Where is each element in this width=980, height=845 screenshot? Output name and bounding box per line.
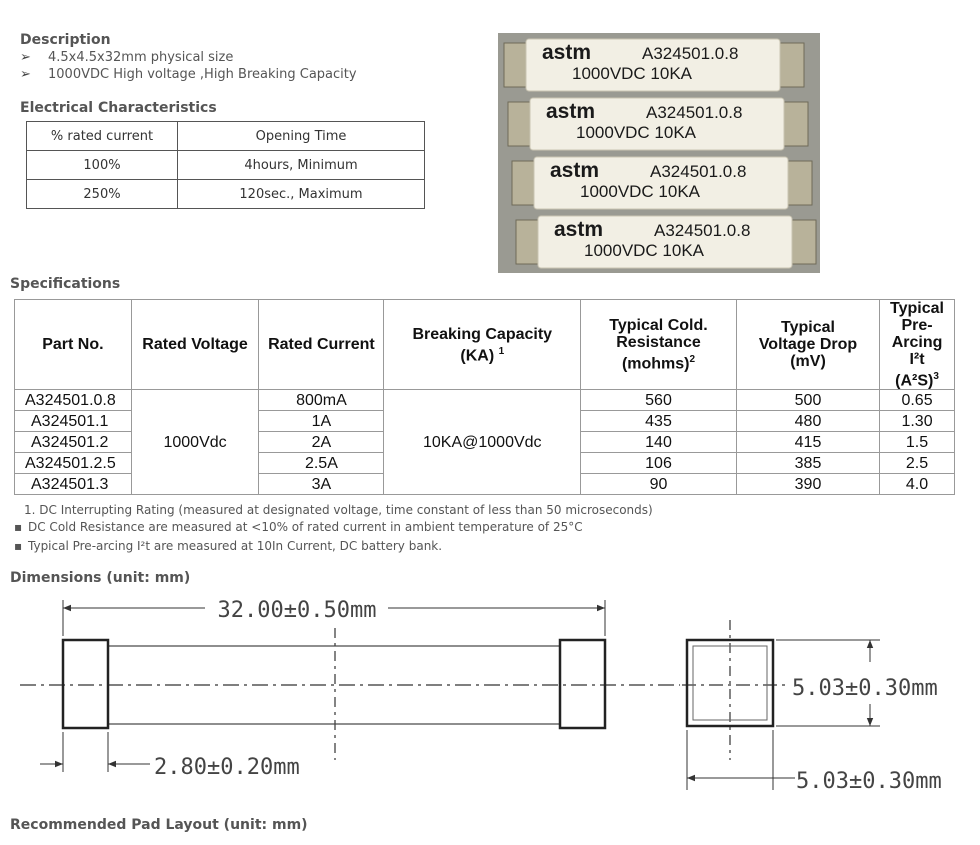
photo-brand-text: astm [554, 218, 604, 241]
arrow-bullet-icon: ➢ [20, 50, 31, 65]
cell-pre-arcing: 4.0 [880, 474, 955, 495]
cell-voltage-drop: 415 [736, 432, 879, 453]
table-header-row [15, 300, 955, 390]
cell-voltage-drop: 500 [736, 390, 879, 411]
cell-voltage-drop: 390 [736, 474, 879, 495]
note-2: ▪ DC Cold Resistance are measured at <10% of rated current in ambient temperature of 25°C [14, 518, 583, 537]
pad-layout-heading: Recommended Pad Layout (unit: mm) [10, 817, 308, 833]
width-dimension: 5.03±0.30mm [796, 769, 942, 794]
fuse-photo-item [516, 216, 816, 268]
cell-rated-current: 1A [259, 411, 384, 432]
cell-voltage-drop: 480 [736, 411, 879, 432]
note-1: 1. DC Interrupting Rating (measured at designated voltage, time constant of less than 50 microseconds) [24, 503, 653, 517]
header-part-no: Part No. [15, 300, 132, 390]
cell-resistance: 106 [581, 453, 737, 474]
photo-rating-text: 1000VDC 10KA [572, 64, 693, 83]
fuse-side-view [20, 600, 680, 772]
cell-rated-current: 2.5A [259, 453, 384, 474]
photo-brand-text: astm [546, 100, 596, 123]
cell-breaking-capacity: 10KA@1000Vdc [384, 390, 581, 495]
length-dimension: 32.00±0.50mm [217, 598, 377, 623]
cell-pre-arcing: 1.5 [880, 432, 955, 453]
note-3: ▪ Typical Pre-arcing I²t are measured at 10In Current, DC battery bank. [14, 537, 442, 556]
photo-part-text: A324501.0.8 [642, 44, 739, 63]
header-rated-voltage: Rated Voltage [131, 300, 259, 390]
header-cold-resistance: Typical Cold. Resistance (mohms)$^2$ [581, 300, 737, 390]
bullet-icon: ▪ [14, 520, 23, 534]
header-breaking-capacity: Breaking Capacity (KA) $^1$ [384, 300, 581, 390]
table-header: % rated current [27, 122, 178, 151]
photo-part-text: A324501.0.8 [646, 103, 743, 122]
photo-part-text: A324501.0.8 [654, 221, 751, 240]
arrow-bullet-icon: ➢ [20, 67, 31, 82]
cell-resistance: 560 [581, 390, 737, 411]
cell-part-no: A324501.1 [15, 411, 132, 432]
fuse-photo-item [512, 157, 812, 209]
photo-brand-text: astm [550, 159, 600, 182]
specifications-table [14, 299, 955, 495]
bullet-icon: ▪ [14, 539, 23, 553]
description-heading: Description [20, 32, 111, 48]
photo-brand-text: astm [542, 41, 592, 64]
table-header: Opening Time [178, 122, 425, 151]
cell-rated-voltage: 1000Vdc [131, 390, 259, 495]
cell-part-no: A324501.2.5 [15, 453, 132, 474]
table-cell: 100% [27, 151, 178, 180]
table-cell: 120sec., Maximum [178, 180, 425, 209]
table-row [15, 390, 955, 411]
cell-rated-current: 800mA [259, 390, 384, 411]
description-item: ➢ 1000VDC High voltage ,High Breaking Capacity [20, 67, 357, 82]
electrical-table [26, 121, 425, 209]
electrical-heading: Electrical Characteristics [20, 100, 217, 116]
fuse-photo-illustration [498, 33, 820, 273]
header-voltage-drop: Typical Voltage Drop (mV) [736, 300, 879, 390]
header-pre-arcing: Typical Pre-Arcing I²t $(A^2S)^3$ [880, 300, 955, 390]
fuse-photo-item [508, 98, 808, 150]
dimensions-heading: Dimensions (unit: mm) [10, 570, 191, 586]
cell-resistance: 435 [581, 411, 737, 432]
cell-voltage-drop: 385 [736, 453, 879, 474]
cap-dimension: 2.80±0.20mm [154, 755, 300, 780]
table-row [27, 151, 425, 180]
header-rated-current: Rated Current [259, 300, 384, 390]
cell-part-no: A324501.2 [15, 432, 132, 453]
photo-part-text: A324501.0.8 [650, 162, 747, 181]
cell-part-no: A324501.0.8 [15, 390, 132, 411]
cell-resistance: 140 [581, 432, 737, 453]
cell-part-no: A324501.3 [15, 474, 132, 495]
cell-rated-current: 2A [259, 432, 384, 453]
table-cell: 4hours, Minimum [178, 151, 425, 180]
dimension-drawing [0, 590, 980, 805]
cell-rated-current: 3A [259, 474, 384, 495]
fuse-end-view [682, 620, 880, 790]
photo-rating-text: 1000VDC 10KA [576, 123, 697, 142]
table-row [27, 180, 425, 209]
product-photo [498, 33, 820, 273]
cell-pre-arcing: 2.5 [880, 453, 955, 474]
description-item: ➢ 4.5x4.5x32mm physical size [20, 50, 234, 65]
fuse-photo-item [504, 39, 804, 91]
photo-rating-text: 1000VDC 10KA [584, 241, 705, 260]
height-dimension: 5.03±0.30mm [792, 676, 938, 701]
cell-resistance: 90 [581, 474, 737, 495]
table-cell: 250% [27, 180, 178, 209]
cell-pre-arcing: 0.65 [880, 390, 955, 411]
photo-rating-text: 1000VDC 10KA [580, 182, 701, 201]
cell-pre-arcing: 1.30 [880, 411, 955, 432]
specifications-heading: Specifications [10, 276, 121, 292]
